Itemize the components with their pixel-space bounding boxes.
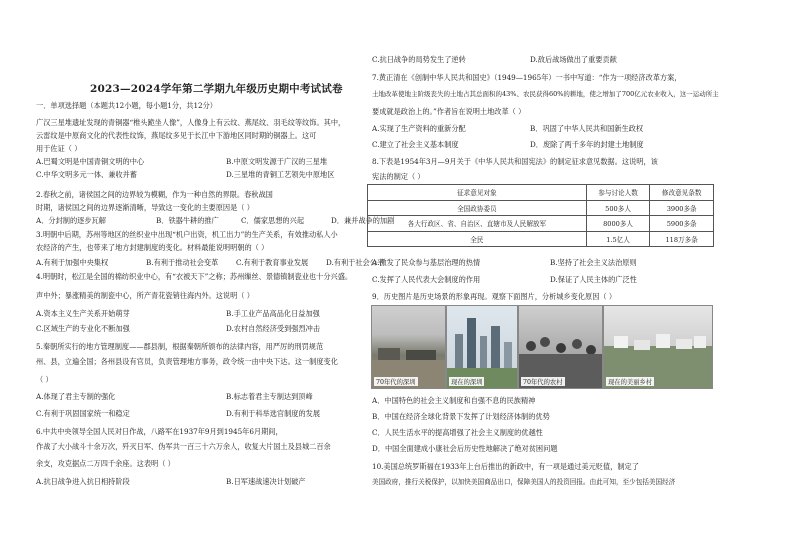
- q2-option-d[interactable]: D．兼并战争的加剧: [331, 216, 395, 225]
- table-cell: 3900多条: [650, 200, 714, 216]
- q1-line-3: 云雷纹是中原商文化的代表性纹饰，燕尾纹多见于长江中下游地区同时期的铜器上。这可: [36, 131, 317, 140]
- q4-option-c[interactable]: C.区域生产的专业化不断加强: [36, 324, 130, 333]
- q1-option-d[interactable]: D.三星堆的青铜工艺领先中原地区: [226, 170, 335, 179]
- table-header-cell: 参与讨论人数: [586, 185, 650, 201]
- q7-line-1: 7.黄正清在《创制中华人民共和国史》（1949—1965年）一书中写道：“作为一项经济改革方案，: [372, 73, 682, 82]
- q5-option-d[interactable]: D.有利于科举选官制度的发展: [226, 409, 321, 418]
- q1-option-b[interactable]: B.中原文明发源于广汉的三星堆: [226, 157, 328, 166]
- q2-option-c[interactable]: C．儒家思想的兴起: [241, 216, 305, 225]
- q3-line-2: 农经济的产生，也带来了地方封建制度的变化。材料最能说明明朝的（ ）: [36, 243, 269, 252]
- q4-option-a[interactable]: A.资本主义生产关系开始萌芽: [36, 309, 130, 318]
- q5-option-c[interactable]: C.有利于巩固国家统一和稳定: [36, 409, 130, 418]
- q6-line-2: 作战了大小战斗十余万次，歼灭日军、伪军共一百三十六万余人，收复大片国土及县城二百余: [36, 442, 331, 451]
- q3-option-a[interactable]: A.有利于加强中央集权: [36, 258, 109, 267]
- section-heading: 一．单项选择题（本题共12小题，每小题1分，共12分）: [36, 101, 217, 110]
- q7-option-c[interactable]: C.建立了社会主义基本制度: [372, 140, 459, 149]
- q2-line-1: 2.春秋之前，诸侯国之间的边界较为模糊，作为一种自然的界限。春秋战国: [36, 190, 273, 199]
- q4-option-b[interactable]: B.手工业产品高品化日益加强: [226, 309, 320, 318]
- table-row: [368, 231, 714, 247]
- photo-caption: 现在的美丽乡村: [608, 379, 653, 386]
- table-cell: 118万多条: [650, 231, 714, 247]
- photo-caption: 70年代的深圳: [376, 379, 416, 386]
- table-cell: 1.5亿人: [586, 231, 650, 247]
- q4-line-2: 声中外；暴涨精美的制瓷中心，所产青花瓷销往海内外。这说明（ ）: [36, 291, 254, 300]
- constitution-feedback-table: [367, 184, 714, 247]
- q6-line-3: 余支，攻克据点二万四千余座。这表明（ ）: [36, 459, 175, 468]
- q8-option-c[interactable]: C.发挥了人民代表大会制度的作用: [372, 275, 481, 284]
- q7-option-a[interactable]: A.实现了生产资料的重新分配: [372, 124, 466, 133]
- q8-option-a[interactable]: A.激发了民众参与基层治理的热情: [372, 258, 481, 267]
- photo-beautiful-village: [603, 305, 713, 389]
- photo-shenzhen-now: [446, 305, 518, 389]
- skyline-icon: [447, 306, 517, 388]
- q3-line-1: 3.明朝中后期，苏州等地区的丝织业中出现“机户出资，机工出力”的生产关系，有效推动私人小: [36, 230, 338, 239]
- q7-option-d[interactable]: D．废除了两千多年的封建土地制度: [530, 140, 644, 149]
- exam-title: 2023—2024学年第二学期九年级历史期中考试试卷: [90, 83, 343, 95]
- q4-option-d[interactable]: D.农村自然经济受到强烈冲击: [226, 324, 321, 333]
- q7-line-2: 土地改革使地主阶级丧失的土地占其总面积的43%、农民获得60%的耕地，使之增加了700亿元农业收入，这一运动所主: [372, 90, 719, 98]
- photo-village-1970s: [518, 305, 603, 389]
- table-header-row: [368, 185, 714, 201]
- q10-line-1: 10.美国总统罗斯福在1933年上台后推出的新政中，有一项是通过美元贬值，制定了: [372, 462, 639, 471]
- q5-option-b[interactable]: B.标志着君主专制达到顶峰: [226, 392, 313, 401]
- q4-line-1: 4.明朝时，松江是全国的棉纺织业中心，有“衣被天下”之称；苏州缫丝、景德镇制瓷业也十分兴盛。: [36, 272, 353, 281]
- q1-option-a[interactable]: A.巴蜀文明是中国青铜文明的中心: [36, 157, 145, 166]
- q5-line-3: （ ）: [36, 375, 53, 384]
- q1-line-2: 广汉三星堆遗址发现的青铜器“椎头跪坐人像”，人像身上有云纹、燕尾纹、羽毛纹等纹饰。其中，: [36, 118, 346, 127]
- table-header-cell: 修改意见条数: [650, 185, 714, 201]
- photo-caption: 现在的深圳: [451, 379, 483, 386]
- table-cell: 8000多人: [586, 216, 650, 232]
- q1-line-4: 用于佐证（ ）: [36, 144, 82, 153]
- q9-option-c[interactable]: C．人民生活水平的提高增强了社会主义制度的优越性: [372, 428, 543, 437]
- q7-option-b[interactable]: B．巩固了中华人民共和国新生政权: [530, 124, 644, 133]
- q6-line-1: 6.中共中央领导全国人民对日作战，八路军在1937年9月到1945年6月期间，: [36, 427, 283, 436]
- q5-line-2: 州、县，立遍全国；各州县设有官员，负责管理地方事务，政令统一由中央下达。这一制度变化: [36, 357, 338, 366]
- table-cell: 500多人: [586, 200, 650, 216]
- q8-line-1: 8.下表是1954年3月—9月关于《中华人民共和国宪法》的制定征求意见数据。这说明，该: [372, 157, 658, 166]
- table-cell: 各大行政区、省、自治区、直辖市及人民解放军: [368, 216, 587, 232]
- photo-caption: 70年代的农村: [523, 379, 563, 386]
- old-buildings-icon: [372, 306, 445, 388]
- q6-option-a[interactable]: A.抗日战争进入抗日相持阶段: [36, 477, 130, 486]
- q3-option-c[interactable]: C.有利于教育事业发展: [236, 258, 309, 267]
- q9-option-d[interactable]: D．中国全面建成小康社会后历史性地解决了绝对贫困问题: [372, 444, 558, 453]
- photo-shenzhen-1970s: [371, 305, 446, 389]
- table-cell: 5900多条: [650, 216, 714, 232]
- q9-line-1: 9．历史图片是历史场景的形象再现。观察下面图片，分析城乡变化原因（ ）: [372, 292, 617, 301]
- history-photos: [371, 305, 711, 387]
- village-houses-icon: [604, 306, 712, 388]
- q1-option-c[interactable]: C.中华文明多元一体、兼收并蓄: [36, 170, 137, 179]
- q3-option-d[interactable]: D.有利于社会公平: [326, 258, 385, 267]
- q8-line-2: 宪法的制定（ ）: [372, 172, 425, 181]
- table-row: [368, 200, 714, 216]
- q2-option-a[interactable]: A．分封制的逐步瓦解: [36, 216, 106, 225]
- q7-line-3: 要成就是政治上的。”作者旨在说明土地改革（ ）: [372, 107, 526, 116]
- table-row: [368, 216, 714, 232]
- q5-line-1: 5.秦朝所实行的地方管理制度——郡县制，根据秦朝所颁布的法律内容，用严厉的刑罚规范: [36, 342, 324, 351]
- q9-option-a[interactable]: A．中国特色的社会主义制度和自强不息的民族精神: [372, 396, 536, 405]
- crowd-icon: [519, 306, 602, 388]
- q2-line-2: 时期，诸侯国之间的边界逐渐清晰，导致这一变化的主要原因是（ ）: [36, 203, 254, 212]
- q3-option-b[interactable]: B.有利于推动社会变革: [146, 258, 219, 267]
- table-header-cell: 征求意见对象: [368, 185, 587, 201]
- q8-option-b[interactable]: B.坚持了社会主义法治原则: [550, 258, 637, 267]
- q5-option-a[interactable]: A.体现了君主专制的强化: [36, 392, 116, 401]
- q6-option-c[interactable]: C.抗日战争的局势发生了逆转: [372, 55, 466, 64]
- q9-option-b[interactable]: B．中国在经济全球化背景下发挥了计划经济体制的优势: [372, 412, 550, 421]
- q2-option-b[interactable]: B．铁器牛耕的推广: [156, 216, 219, 225]
- table-cell: 全民: [368, 231, 587, 247]
- q10-line-2: 美国政府，推行关税保护，以加快美国商品出口，保障美国人的投资回报。由此可知，至少包括美国经济: [372, 478, 676, 486]
- q6-option-d[interactable]: D.敌后战场做出了重要贡献: [530, 55, 617, 64]
- table-cell: 全国政协委员: [368, 200, 587, 216]
- q8-option-d[interactable]: D.保证了人民主体的广泛性: [550, 275, 637, 284]
- q6-option-b[interactable]: B.日军速战速决计划破产: [226, 477, 306, 486]
